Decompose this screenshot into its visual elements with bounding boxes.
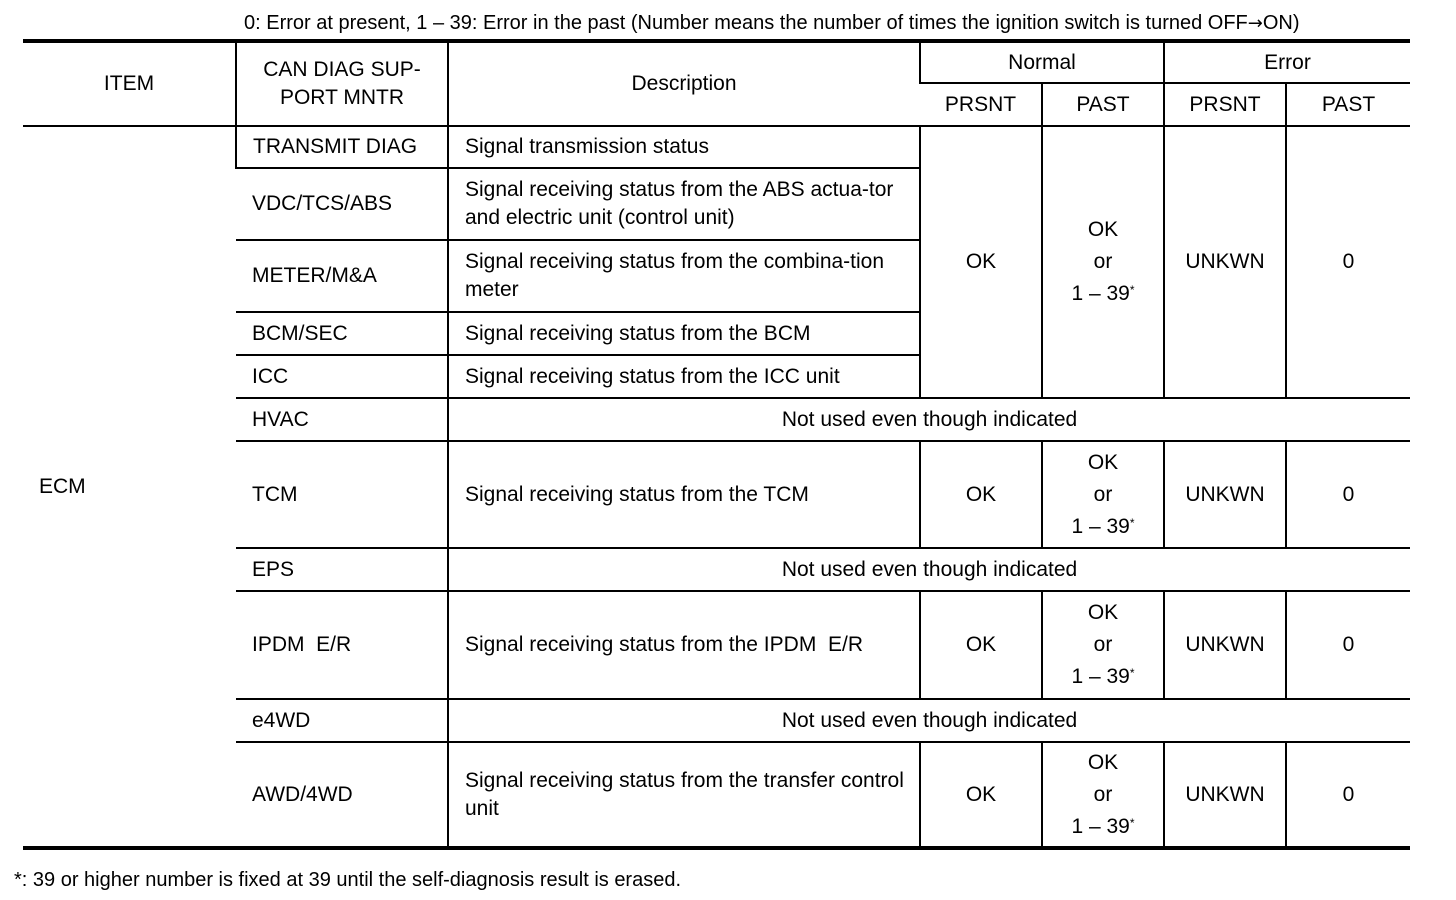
- header-normal: Normal: [920, 41, 1164, 83]
- error-past-value: 0: [1286, 591, 1410, 699]
- signal-description: Signal transmission status: [448, 126, 920, 168]
- error-prsnt-value: UNKWN: [1164, 591, 1286, 699]
- signal-description: Signal receiving status from the IPDM E/R: [448, 591, 920, 699]
- top-note: 0: Error at present, 1 – 39: Error in the past (Number means the number of times the ignition switch is turned OFF→ON): [244, 12, 1300, 34]
- signal-description: Signal receiving status from the ABS actua-tor and electric unit (control unit): [448, 168, 920, 240]
- signal-description: Signal receiving status from the transfer control unit: [448, 742, 920, 848]
- not-used-note: Not used even though indicated: [448, 699, 1410, 742]
- signal-name: TCM: [236, 441, 448, 548]
- normal-past-value: OK or 1 – 39*: [1042, 742, 1164, 848]
- signal-name: EPS: [236, 548, 448, 591]
- header-error-past: PAST: [1286, 83, 1410, 126]
- signal-description: Signal receiving status from the TCM: [448, 441, 920, 548]
- header-description: Description: [448, 41, 920, 126]
- header-normal-prsnt: PRSNT: [920, 83, 1042, 126]
- right-arrow-icon: →: [1247, 13, 1263, 34]
- table-row: [23, 126, 1410, 168]
- header-item: ITEM: [23, 41, 236, 126]
- normal-past-value: OK or 1 – 39*: [1042, 591, 1164, 699]
- error-prsnt-value: UNKWN: [1164, 126, 1286, 398]
- signal-name: IPDM E/R: [236, 591, 448, 699]
- signal-name: METER/M&A: [236, 240, 448, 312]
- can-diag-table: [23, 39, 1410, 850]
- error-past-value: 0: [1286, 742, 1410, 848]
- header-error-prsnt: PRSNT: [1164, 83, 1286, 126]
- signal-description: Signal receiving status from the BCM: [448, 312, 920, 355]
- signal-name: BCM/SEC: [236, 312, 448, 355]
- signal-description: Signal receiving status from the combina-tion meter: [448, 240, 920, 312]
- normal-prsnt-value: OK: [920, 441, 1042, 548]
- normal-past-value: OK or 1 – 39*: [1042, 441, 1164, 548]
- error-past-value: 0: [1286, 441, 1410, 548]
- normal-prsnt-value: OK: [920, 126, 1042, 398]
- signal-name: ICC: [236, 355, 448, 398]
- signal-name: AWD/4WD: [252, 782, 353, 806]
- error-past-value: 0: [1286, 126, 1410, 398]
- header-can-diag: CAN DIAG SUP- PORT MNTR: [236, 41, 448, 126]
- signal-name: VDC/TCS/ABS: [236, 168, 448, 240]
- signal-name: TRANSMIT DIAG: [236, 126, 448, 168]
- normal-past-value: OK or 1 – 39*: [1042, 126, 1164, 398]
- signal-description: Signal receiving status from the ICC unit: [448, 355, 920, 398]
- header-normal-past: PAST: [1042, 83, 1164, 126]
- item-ecm: ECM: [39, 474, 86, 498]
- error-prsnt-value: UNKWN: [1164, 742, 1286, 848]
- error-prsnt-value: UNKWN: [1164, 441, 1286, 548]
- header-error: Error: [1164, 41, 1410, 83]
- signal-name: e4WD: [236, 699, 448, 742]
- footnote: *: 39 or higher number is fixed at 39 until the self-diagnosis result is erased.: [14, 869, 682, 891]
- signal-name: HVAC: [236, 398, 448, 441]
- not-used-note: Not used even though indicated: [448, 548, 1410, 591]
- normal-prsnt-value: OK: [920, 742, 1042, 848]
- normal-prsnt-value: OK: [920, 591, 1042, 699]
- not-used-note: Not used even though indicated: [448, 398, 1410, 441]
